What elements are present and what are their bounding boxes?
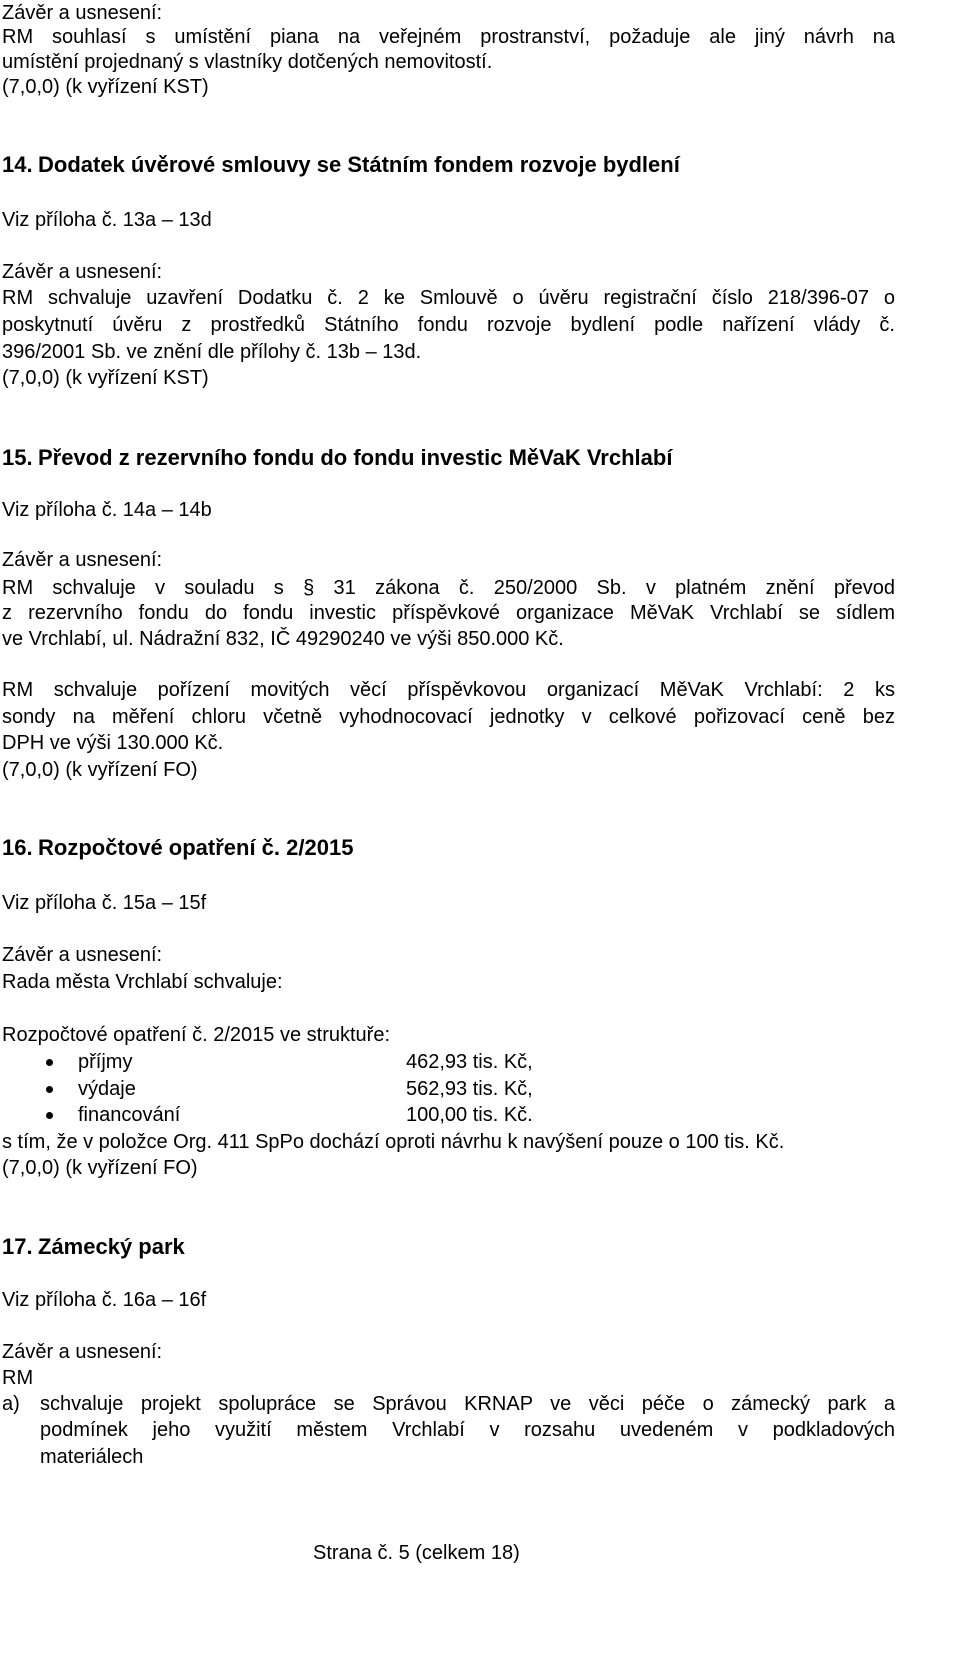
resolution-line: 396/2001 Sb. ve znění dle přílohy č. 13b – 13d. [2, 341, 422, 363]
budget-note: s tím, že v položce Org. 411 SpPo dochází oproti návrhu k navýšení pouze o 100 tis. Kč. [2, 1131, 785, 1153]
resolution-line: podmínek jeho využití městem Vrchlabí v rozsahu uvedeném v podkladových [40, 1419, 895, 1441]
vote-result: (7,0,0) (k vyřízení FO) [2, 759, 198, 781]
vote-result: (7,0,0) (k vyřízení KST) [2, 76, 209, 98]
resolution-subject: RM [2, 1367, 34, 1389]
section-heading-15 [2, 445, 672, 471]
section-number: 17. [2, 1234, 33, 1259]
budget-item-name: příjmy [78, 1051, 133, 1073]
resolution-line: RM schvaluje v souladu s § 31 zákona č. 250/2000 Sb. v platném znění převod [2, 577, 895, 599]
section-heading-17 [2, 1234, 185, 1260]
budget-item-name: financování [78, 1104, 181, 1126]
resolution-line: z rezervního fondu do fondu investic příspěvkové organizace MěVaK Vrchlabí se sídlem [2, 602, 895, 624]
bullet-icon [46, 1112, 53, 1119]
resolution-line: RM souhlasí s umístění piana na veřejném prostranství, požaduje ale jiný návrh na [2, 26, 895, 48]
resolution-line: schvaluje projekt spolupráce se Správou KRNAP ve věci péče o zámecký park a [40, 1393, 895, 1415]
conclusion-label: Závěr a usnesení: [2, 944, 163, 966]
section-title: Rozpočtové opatření č. 2/2015 [38, 835, 354, 860]
attachment-ref: Viz příloha č. 15a – 15f [2, 892, 207, 914]
resolution-intro: Rada města Vrchlabí schvaluje: [2, 971, 283, 993]
resolution-line: ve Vrchlabí, ul. Nádražní 832, IČ 49290240 ve výši 850.000 Kč. [2, 628, 564, 650]
attachment-ref: Viz příloha č. 13a – 13d [2, 209, 212, 231]
budget-item-value: 562,93 tis. Kč, [406, 1078, 533, 1100]
section-number: 15. [2, 445, 33, 470]
resolution-line: DPH ve výši 130.000 Kč. [2, 732, 224, 754]
section-number: 14. [2, 152, 33, 177]
bullet-icon [46, 1059, 53, 1066]
vote-result: (7,0,0) (k vyřízení KST) [2, 367, 209, 389]
section-number: 16. [2, 835, 33, 860]
section-title: Převod z rezervního fondu do fondu investic MěVaK Vrchlabí [38, 445, 673, 470]
vote-result: (7,0,0) (k vyřízení FO) [2, 1157, 198, 1179]
resolution-line: umístění projednaný s vlastníky dotčených nemovitostí. [2, 51, 493, 73]
resolution-line: poskytnutí úvěru z prostředků Státního fondu rozvoje bydlení podle nařízení vlády č. [2, 314, 895, 336]
section-heading-16 [2, 835, 353, 861]
budget-item-name: výdaje [78, 1078, 136, 1100]
attachment-ref: Viz příloha č. 14a – 14b [2, 499, 212, 521]
conclusion-label: Závěr a usnesení: [2, 549, 163, 571]
section-title: Zámecký park [38, 1234, 185, 1259]
list-marker: a) [2, 1393, 20, 1415]
conclusion-label: Závěr a usnesení: [2, 261, 163, 283]
resolution-line: sondy na měření chloru včetně vyhodnocovací jednotky v celkové pořizovací ceně bez [2, 706, 895, 728]
section-title: Dodatek úvěrové smlouvy se Státním fondem rozvoje bydlení [38, 152, 680, 177]
resolution-line: RM schvaluje uzavření Dodatku č. 2 ke Smlouvě o úvěru registrační číslo 218/396-07 o [2, 287, 895, 309]
budget-item-value: 462,93 tis. Kč, [406, 1051, 533, 1073]
attachment-ref: Viz příloha č. 16a – 16f [2, 1289, 207, 1311]
section-heading-14 [2, 152, 680, 178]
resolution-line: RM schvaluje pořízení movitých věcí příspěvkovou organizací MěVaK Vrchlabí: 2 ks [2, 679, 895, 701]
resolution-line: materiálech [40, 1446, 144, 1468]
page-footer: Strana č. 5 (celkem 18) [313, 1542, 520, 1564]
budget-item-value: 100,00 tis. Kč. [406, 1104, 533, 1126]
conclusion-label: Závěr a usnesení: [2, 2, 163, 24]
budget-structure-label: Rozpočtové opatření č. 2/2015 ve struktuře: [2, 1024, 390, 1046]
conclusion-label: Závěr a usnesení: [2, 1341, 163, 1363]
bullet-icon [46, 1086, 53, 1093]
